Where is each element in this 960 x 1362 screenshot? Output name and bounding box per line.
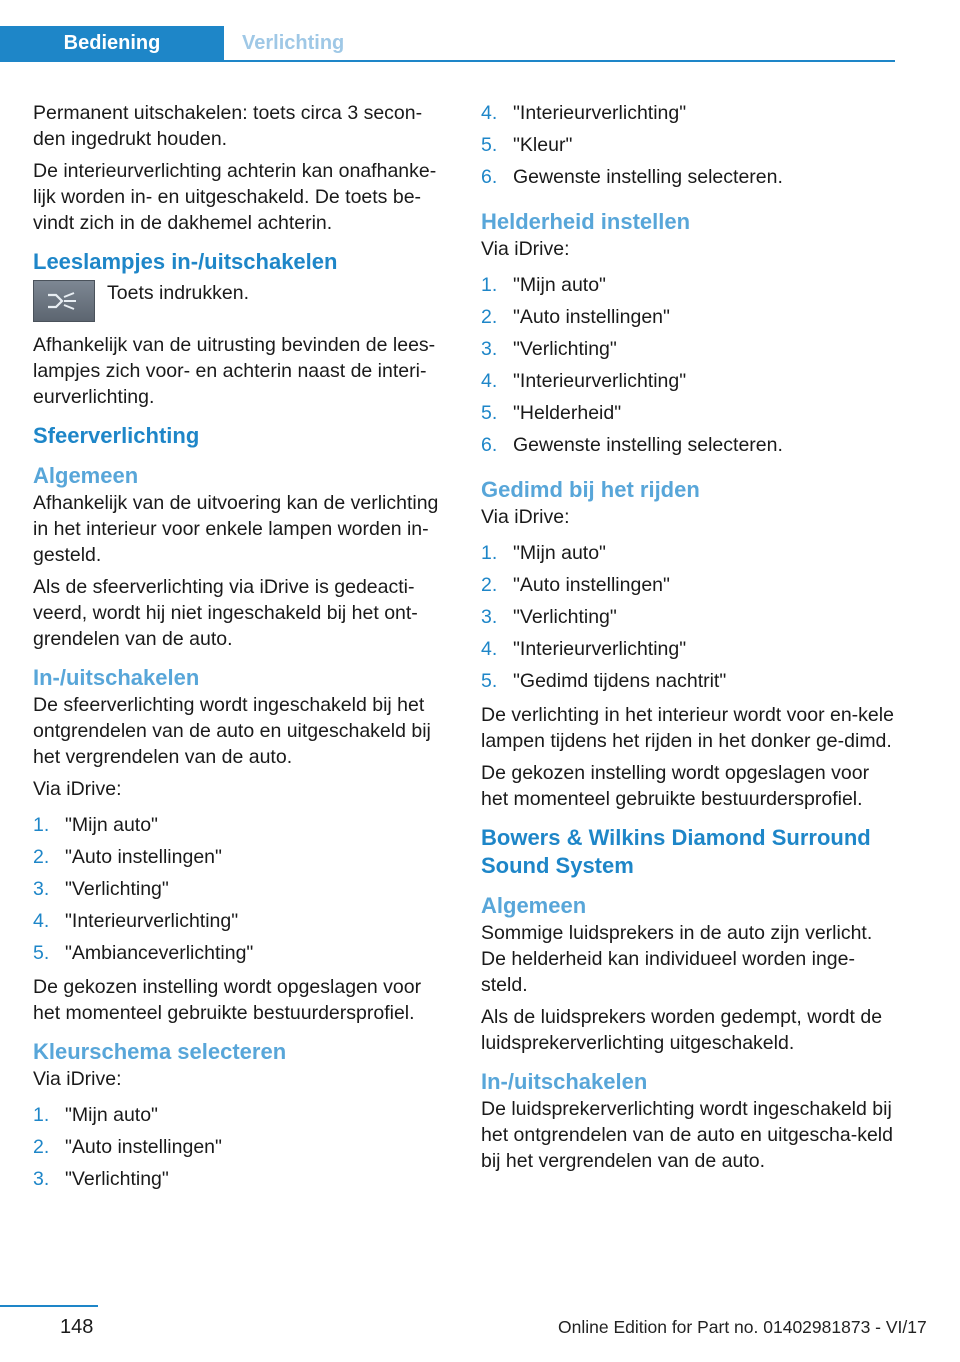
tab-bediening[interactable]: Bediening: [0, 26, 224, 60]
heading-bowers-wilkins: Bowers & Wilkins Diamond Surround Sound System: [481, 825, 871, 878]
list-item-number: 2.: [33, 846, 50, 868]
list-item-text: "Interieurverlichting": [513, 638, 687, 660]
list-item-number: 2.: [33, 1136, 50, 1158]
list-item-number: 4.: [481, 102, 498, 124]
list-item: [33, 1166, 453, 1198]
list-item-number: 3.: [33, 1168, 50, 1190]
list-item-number: 4.: [481, 638, 498, 660]
list-item-number: 6.: [481, 166, 498, 188]
list-item: [481, 336, 901, 368]
list-item-text: "Mijn auto": [65, 814, 158, 836]
list-item-number: 1.: [33, 814, 50, 836]
list-item-number: 4.: [33, 910, 50, 932]
paragraph: Permanent uitschakelen: toets circa 3 secon-den ingedrukt houden.: [33, 102, 423, 150]
list-item-number: 5.: [481, 670, 498, 692]
list-item: [33, 812, 453, 844]
toets-indrukken-text: Toets indrukken.: [107, 282, 249, 304]
list-item: [33, 876, 453, 908]
heading-kleurschema: Kleurschema selecteren: [33, 1039, 287, 1064]
list-item-number: 5.: [33, 942, 50, 964]
list-item-text: "Gedimd tijdens nachtrit": [513, 670, 727, 692]
list-item-text: Gewenste instelling selecteren.: [513, 434, 783, 456]
page-number: 148: [60, 1316, 94, 1338]
list-item: [481, 540, 901, 572]
heading-leeslampjes: Leeslampjes in-/uitschakelen: [33, 249, 338, 274]
list-item-text: "Auto instellingen": [513, 306, 670, 328]
heading-algemeen: Algemeen: [33, 463, 139, 488]
paragraph: De gekozen instelling wordt opgeslagen voor het momenteel gebruikte bestuurdersprofiel.: [481, 762, 870, 810]
steps-list: [481, 540, 901, 700]
heading-gedimd: Gedimd bij het rijden: [481, 477, 700, 502]
list-item: [481, 572, 901, 604]
list-item-number: 5.: [481, 134, 498, 156]
list-item-text: "Kleur": [513, 134, 573, 156]
reading-light-button-row: [33, 280, 453, 324]
list-item-text: "Interieurverlichting": [513, 370, 687, 392]
right-column: [481, 100, 901, 1180]
via-idrive: Via iDrive:: [481, 238, 570, 260]
list-item-text: "Verlichting": [513, 338, 617, 360]
list-item-text: "Interieurverlichting": [513, 102, 687, 124]
steps-list: [33, 812, 453, 972]
list-item-number: 3.: [481, 606, 498, 628]
list-item-number: 1.: [33, 1104, 50, 1126]
heading-in-uitschakelen: In-/uitschakelen: [33, 665, 200, 690]
list-item-number: 5.: [481, 402, 498, 424]
list-item: [481, 400, 901, 432]
list-item-text: "Verlichting": [513, 606, 617, 628]
paragraph: Als de sfeerverlichting via iDrive is gedeacti-veerd, wordt hij niet ingeschakeld bij het ont-grendelen van de auto.: [33, 576, 418, 650]
list-item-number: 3.: [481, 338, 498, 360]
list-item: [481, 668, 901, 700]
heading-sfeerverlichting: Sfeerverlichting: [33, 423, 200, 448]
list-item-number: 3.: [33, 878, 50, 900]
list-item: [33, 908, 453, 940]
list-item: [481, 272, 901, 304]
paragraph: Afhankelijk van de uitvoering kan de verlichting in het interieur voor enkele lampen worden in-gesteld.: [33, 492, 439, 566]
tab-verlichting[interactable]: Verlichting: [242, 32, 345, 54]
heading-helderheid: Helderheid instellen: [481, 209, 691, 234]
list-item-number: 1.: [481, 542, 498, 564]
list-item-text: "Verlichting": [65, 878, 169, 900]
list-item-text: "Mijn auto": [65, 1104, 158, 1126]
list-item: [481, 132, 901, 164]
list-item-text: "Auto instellingen": [65, 1136, 222, 1158]
list-item-number: 1.: [481, 274, 498, 296]
steps-list: [33, 1102, 453, 1198]
list-item-number: 2.: [481, 306, 498, 328]
footer-divider: [0, 1305, 98, 1307]
list-item: [481, 368, 901, 400]
list-item: [481, 164, 901, 196]
list-item: [481, 304, 901, 336]
paragraph: Sommige luidsprekers in de auto zijn verlicht. De helderheid kan individueel worden inge-steld.: [481, 922, 873, 996]
list-item-text: Gewenste instelling selecteren.: [513, 166, 783, 188]
list-item-text: "Ambianceverlichting": [65, 942, 254, 964]
via-idrive: Via iDrive:: [33, 1068, 122, 1090]
edition-text: Online Edition for Part no. 01402981873 - VI/17: [558, 1317, 927, 1337]
list-item: [33, 844, 453, 876]
list-item-text: "Mijn auto": [513, 542, 606, 564]
reading-light-key-icon: [33, 280, 95, 322]
list-item-text: "Verlichting": [65, 1168, 169, 1190]
heading-algemeen: Algemeen: [481, 893, 587, 918]
list-item: [33, 940, 453, 972]
paragraph: De gekozen instelling wordt opgeslagen voor het momenteel gebruikte bestuurdersprofiel.: [33, 976, 422, 1024]
left-column: [33, 100, 453, 1200]
list-item-number: 2.: [481, 574, 498, 596]
list-item-text: "Mijn auto": [513, 274, 606, 296]
list-item: [33, 1134, 453, 1166]
paragraph: De interieurverlichting achterin kan onafhanke-lijk worden in- en uitgeschakeld. De toets be-vindt zich in de dakhemel achterin.: [33, 160, 437, 234]
steps-list: [481, 272, 901, 464]
paragraph: Als de luidsprekers worden gedempt, wordt de luidsprekerverlichting uitgeschakeld.: [481, 1006, 883, 1054]
list-item-number: 4.: [481, 370, 498, 392]
via-idrive: Via iDrive:: [481, 506, 570, 528]
steps-list: [481, 100, 901, 196]
list-item: [481, 636, 901, 668]
paragraph: De verlichting in het interieur wordt voor en-kele lampen tijdens het rijden in het donker ge-dimd.: [481, 704, 894, 752]
list-item-text: "Interieurverlichting": [65, 910, 239, 932]
paragraph: De sfeerverlichting wordt ingeschakeld bij het ontgrendelen van de auto en uitgeschakeld bij het vergrendelen van de auto.: [33, 694, 431, 768]
list-item-text: "Helderheid": [513, 402, 622, 424]
list-item: [481, 432, 901, 464]
paragraph: De luidsprekerverlichting wordt ingeschakeld bij het ontgrendelen van de auto en uitgescha-keld bij het vergrendelen van de auto.: [481, 1098, 893, 1172]
list-item-number: 6.: [481, 434, 498, 456]
list-item: [33, 1102, 453, 1134]
heading-in-uitschakelen: In-/uitschakelen: [481, 1069, 648, 1094]
paragraph: Afhankelijk van de uitrusting bevinden de lees-lampjes zich voor- en achterin naast de interi-eurverlichting.: [33, 334, 436, 408]
list-item: [481, 604, 901, 636]
header-tabbar: [0, 26, 895, 62]
list-item-text: "Auto instellingen": [65, 846, 222, 868]
list-item-text: "Auto instellingen": [513, 574, 670, 596]
list-item: [481, 100, 901, 132]
via-idrive: Via iDrive:: [33, 778, 122, 800]
